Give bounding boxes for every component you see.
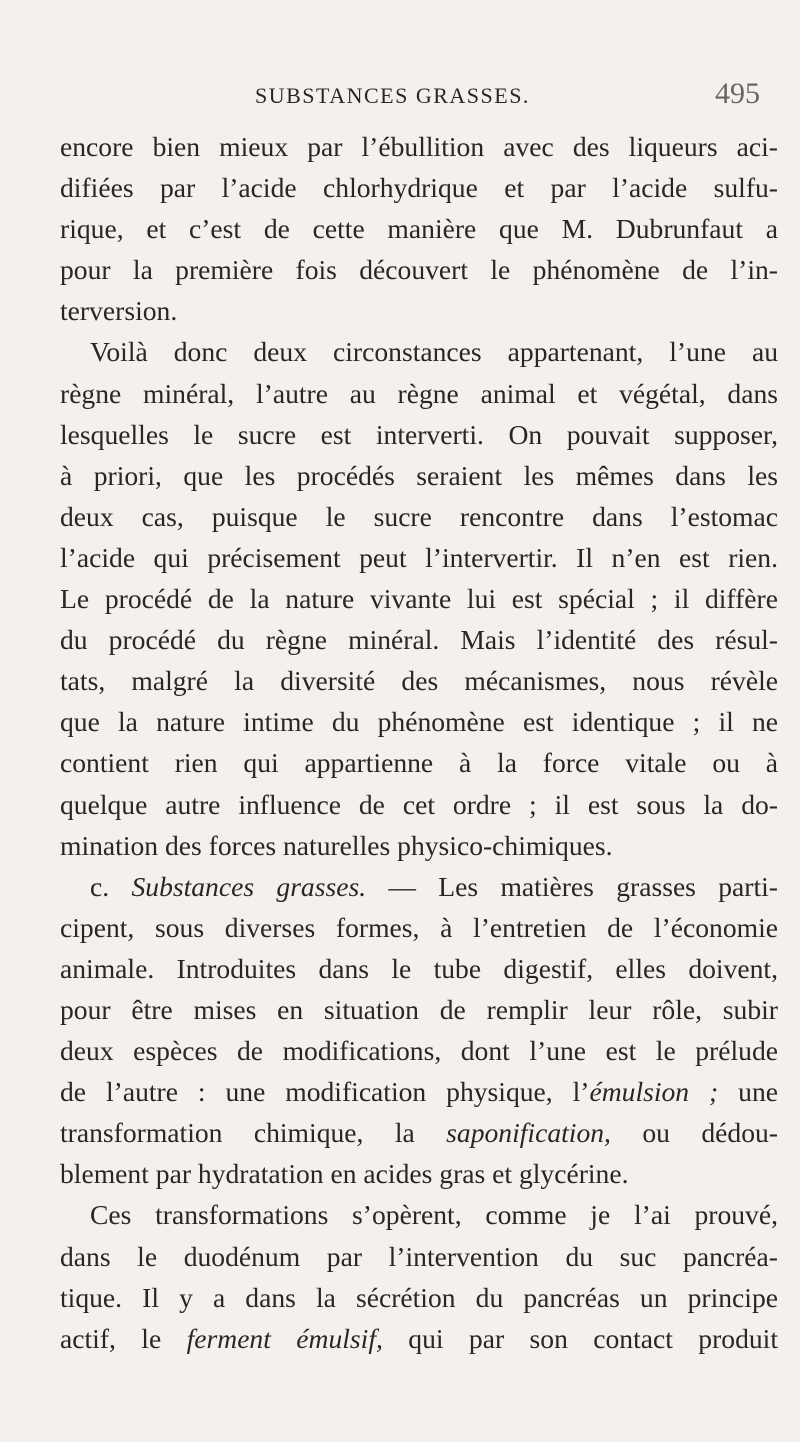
text-line: difiées par l’acide chlorhydrique et par l’acide sulfu- (60, 172, 778, 204)
text-line: tique. Il y a dans la sécrétion du pancréas un principe (60, 1281, 778, 1313)
text-line: rique, et c’est de cette manière que M. Dubrunfaut a (60, 213, 778, 245)
text-line: Le procédé de la nature vivante lui est spécial ; il diffère (60, 583, 778, 615)
text-run: — Les matières grasses parti- (388, 870, 778, 902)
section-c-heading-line (60, 866, 778, 907)
text-line: que la nature intime du phénomène est identique ; il ne (60, 706, 778, 738)
text-line: pour la première fois découvert le phénomène de l’in- (60, 254, 778, 286)
text-line: terversion. (60, 295, 178, 327)
italic-term: émulsion ; (589, 1076, 719, 1108)
text-run: qui par son contact produit (408, 1322, 779, 1354)
text-line (60, 1071, 778, 1112)
page-number: 495 (715, 77, 760, 110)
text-line: tats, malgré la diversité des mécanismes, nous révèle (60, 665, 778, 697)
text-line: du procédé du règne minéral. Mais l’identité des résul- (60, 624, 778, 656)
text-run: ou dédou- (642, 1117, 778, 1149)
text-line: lesquelles le sucre est interverti. On pouvait supposer, (60, 418, 778, 450)
text-line (60, 1318, 778, 1359)
text-run: transformation chimique, la (60, 1117, 415, 1149)
text-line: pour être mises en situation de remplir leur rôle, subir (60, 993, 778, 1025)
text-line: Ces transformations s’opèrent, comme je l’ai prouvé, (90, 1199, 778, 1231)
page-header (255, 77, 775, 123)
section-title: Substances grasses. (131, 870, 367, 902)
text-line: quelque autre influence de cet ordre ; il est sous la do- (60, 788, 778, 820)
italic-term: saponification, (446, 1117, 611, 1149)
text-line: cipent, sous diverses formes, à l’entretien de l’économie (60, 911, 778, 943)
text-line: animale. Introduites dans le tube digestif, elles doivent, (60, 952, 778, 984)
text-line: deux cas, puisque le sucre rencontre dans l’estomac (60, 500, 778, 532)
section-label: c. (90, 870, 110, 902)
text-line: Voilà donc deux circonstances appartenant, l’une au (90, 336, 778, 368)
running-head: SUBSTANCES GRASSES. (255, 83, 530, 108)
body-text (60, 126, 778, 1359)
text-line: règne minéral, l’autre au règne animal et végétal, dans (60, 377, 778, 409)
text-line: à priori, que les procédés seraient les mêmes dans les (60, 459, 778, 491)
text-run: actif, le (60, 1322, 162, 1354)
text-line: blement par hydratation en acides gras et glycérine. (60, 1158, 629, 1190)
text-line: contient rien qui appartienne à la force vitale ou à (60, 747, 778, 779)
text-line: mination des forces naturelles physico-chimiques. (60, 829, 613, 861)
text-run: de l’autre : une modification physique, l’ (60, 1076, 590, 1108)
text-line: deux espèces de modifications, dont l’une est le prélude (60, 1035, 778, 1067)
text-run: une (738, 1076, 778, 1108)
text-line: l’acide qui précisement peut l’intervertir. Il n’en est rien. (60, 541, 778, 573)
text-line: encore bien mieux par l’ébullition avec des liqueurs aci- (60, 131, 778, 162)
text-line: dans le duodénum par l’intervention du suc pancréa- (60, 1240, 778, 1272)
text-line (60, 1112, 778, 1153)
italic-term: ferment émulsif, (186, 1322, 383, 1354)
